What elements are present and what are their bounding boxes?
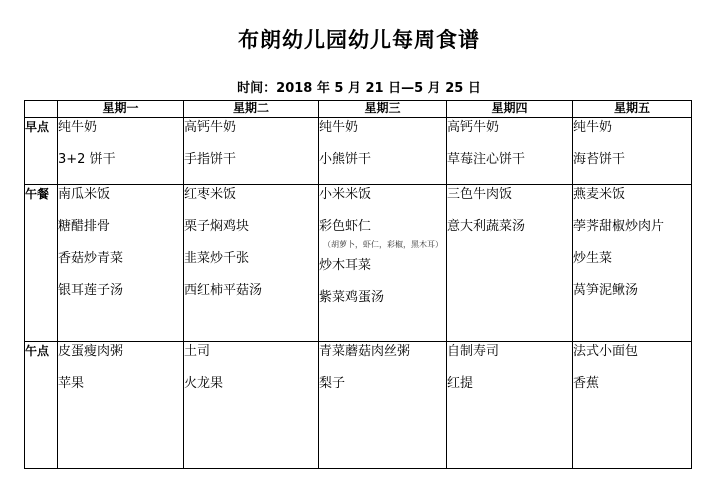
menu-item: 手指饼干 <box>184 152 237 167</box>
menu-item: 法式小面包 <box>573 344 639 359</box>
menu-item: 苹果 <box>58 376 85 391</box>
menu-item: 红提 <box>447 376 474 391</box>
menu-cell <box>447 118 573 185</box>
menu-item: 纯牛奶 <box>573 120 613 135</box>
menu-item: 炒木耳菜 <box>319 258 372 273</box>
menu-item: 韭菜炒千张 <box>184 251 250 266</box>
menu-cell <box>319 185 447 342</box>
menu-item: 小米米饭 <box>319 187 372 202</box>
menu-cell <box>58 118 184 185</box>
menu-cell <box>184 342 319 469</box>
menu-item: 莴笋泥鳅汤 <box>573 283 639 298</box>
menu-cell <box>184 118 319 185</box>
menu-item: 草莓注心饼干 <box>447 152 526 167</box>
menu-item: 香蕉 <box>573 376 600 391</box>
day-header: 星期四 <box>447 101 573 118</box>
day-header: 星期三 <box>319 101 447 118</box>
meal-label: 午餐 <box>25 185 58 342</box>
menu-cell <box>319 118 447 185</box>
day-header: 星期五 <box>573 101 692 118</box>
menu-item: 纯牛奶 <box>319 120 359 135</box>
menu-item: 彩色虾仁 <box>319 219 372 234</box>
weekly-menu-table <box>24 100 692 469</box>
menu-item: 皮蛋瘦肉粥 <box>58 344 124 359</box>
snack-row <box>25 342 692 469</box>
menu-cell <box>573 185 692 342</box>
menu-item: 高钙牛奶 <box>184 120 237 135</box>
menu-item: 炒生菜 <box>573 251 613 266</box>
menu-item: 三色牛肉饭 <box>447 187 513 202</box>
menu-item: 青菜蘑菇肉丝粥 <box>319 344 411 359</box>
menu-item: 紫菜鸡蛋汤 <box>319 290 385 305</box>
menu-item: 燕麦米饭 <box>573 187 626 202</box>
menu-cell <box>319 342 447 469</box>
menu-cell <box>447 342 573 469</box>
header-row <box>25 101 692 118</box>
menu-item: 银耳莲子汤 <box>58 283 124 298</box>
corner-cell <box>25 101 58 118</box>
ingredient-note: （胡萝卜，虾仁，彩椒，黑木耳） <box>323 240 443 249</box>
menu-cell <box>58 185 184 342</box>
menu-cell <box>573 118 692 185</box>
menu-item: 纯牛奶 <box>58 120 98 135</box>
lunch-row <box>25 185 692 342</box>
menu-item: 3+2 饼干 <box>58 152 116 167</box>
menu-item: 土司 <box>184 344 211 359</box>
breakfast-row <box>25 118 692 185</box>
menu-cell <box>447 185 573 342</box>
menu-cell <box>184 185 319 342</box>
menu-item: 红枣米饭 <box>184 187 237 202</box>
menu-item: 南瓜米饭 <box>58 187 111 202</box>
menu-item: 梨子 <box>319 376 346 391</box>
menu-item: 香菇炒青菜 <box>58 251 124 266</box>
menu-item: 荸荠甜椒炒肉片 <box>573 219 665 234</box>
date-range: 时间：2018 年 5 月 21 日—5 月 25 日 <box>237 81 481 96</box>
menu-cell <box>573 342 692 469</box>
page-title: 布朗幼儿园幼儿每周食谱 <box>238 27 480 52</box>
meal-label: 午点 <box>25 342 58 469</box>
menu-item: 自制寿司 <box>447 344 500 359</box>
menu-item: 海苔饼干 <box>573 152 626 167</box>
menu-item: 意大利蔬菜汤 <box>447 219 526 234</box>
day-header: 星期二 <box>184 101 319 118</box>
menu-item: 火龙果 <box>184 376 224 391</box>
menu-item: 栗子焖鸡块 <box>184 219 250 234</box>
menu-item: 高钙牛奶 <box>447 120 500 135</box>
menu-item: 小熊饼干 <box>319 152 372 167</box>
menu-item: 西红柿平菇汤 <box>184 283 263 298</box>
meal-label: 早点 <box>25 118 58 185</box>
day-header: 星期一 <box>58 101 184 118</box>
menu-item: 糖醋排骨 <box>58 219 111 234</box>
menu-cell <box>58 342 184 469</box>
